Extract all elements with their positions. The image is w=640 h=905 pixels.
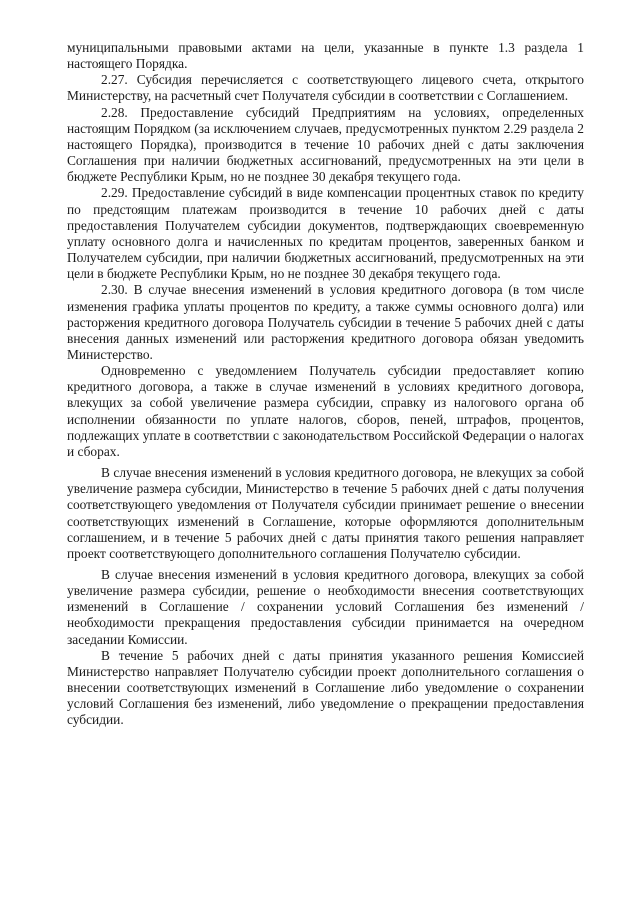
paragraph-increase: В случае внесения изменений в условия кредитного договора, влекущих за собой увеличение размера субсидии, решение о необходимости внесения соответствующих изменений в Соглашение / сохранении условий Соглашения без изменений / необходимости прекращения предоставления субсидии принимается на очередном заседании Комиссии. xyxy=(67,567,584,647)
paragraph-notification-copy: Одновременно с уведомлением Получатель субсидии предоставляет копию кредитного договора, а также в случае изменений в условиях кредитного договора, влекущих за собой увеличение размера субсидии, справку из налогового органа об исполнении обязанности по уплате налогов, сборов, пеней, штрафов, процентов, подлежащих уплате в соответствии с законодательством Российской Федерации о налогах и сборах. xyxy=(67,363,584,459)
paragraph-2-27: 2.27. Субсидия перечисляется с соответствующего лицевого счета, открытого Министерству, на расчетный счет Получателя субсидии в соответствии с Соглашением. xyxy=(67,72,584,104)
paragraph-2-30: 2.30. В случае внесения изменений в условия кредитного договора (в том числе изменения графика уплаты процентов по кредиту, а также суммы основного долга) или расторжения кредитного договора Получатель субсидии в течение 5 рабочих дней с даты внесения данных изменений или расторжения кредитного договора обязан уведомить Министерство. xyxy=(67,282,584,362)
paragraph-commission-decision: В течение 5 рабочих дней с даты принятия указанного решения Комиссией Министерство направляет Получателю субсидии проект дополнительного соглашения о внесении соответствующих изменений в Соглашение либо уведомление о сохранении условий Соглашения без изменений, либо уведомление о прекращении предоставления субсидии. xyxy=(67,647,584,728)
paragraph-no-increase: В случае внесения изменений в условия кредитного договора, не влекущих за собой увеличение размера субсидии, Министерство в течение 5 рабочих дней с даты получения соответствующего уведомления от Получателя субсидии принимает решение о внесении соответствующих изменений в Соглашение, которые оформляются дополнительным соглашением, и в течение 5 рабочих дней с даты принятия такого решения направляет проект соответствующего дополнительного соглашения Получателю субсидии. xyxy=(67,465,584,561)
document-page xyxy=(67,40,584,729)
paragraph-2-29: 2.29. Предоставление субсидий в виде компенсации процентных ставок по кредиту по предстоящим платежам производится в течение 10 рабочих дней с даты предоставления Получателем субсидии документов, подтверждающих своевременную уплату основного долга и начисленных по кредитам процентов, заверенных банком и Получателем субсидии, при наличии бюджетных ассигнований, предусмотренных на эти цели в бюджете Республики Крым, но не позднее 30 декабря текущего года. xyxy=(67,185,584,282)
paragraph-2-28: 2.28. Предоставление субсидий Предприятиям на условиях, определенных настоящим Порядком (за исключением случаев, предусмотренных пунктом 2.29 раздела 2 настоящего Порядка), производится в течение 10 рабочих дней с даты заключения Соглашения при наличии бюджетных ассигнований, предусмотренных на эти цели в бюджете Республики Крым, но не позднее 30 декабря текущего года. xyxy=(67,104,584,185)
paragraph-continuation: муниципальными правовыми актами на цели, указанные в пункте 1.3 раздела 1 настоящего Порядка. xyxy=(67,40,584,72)
